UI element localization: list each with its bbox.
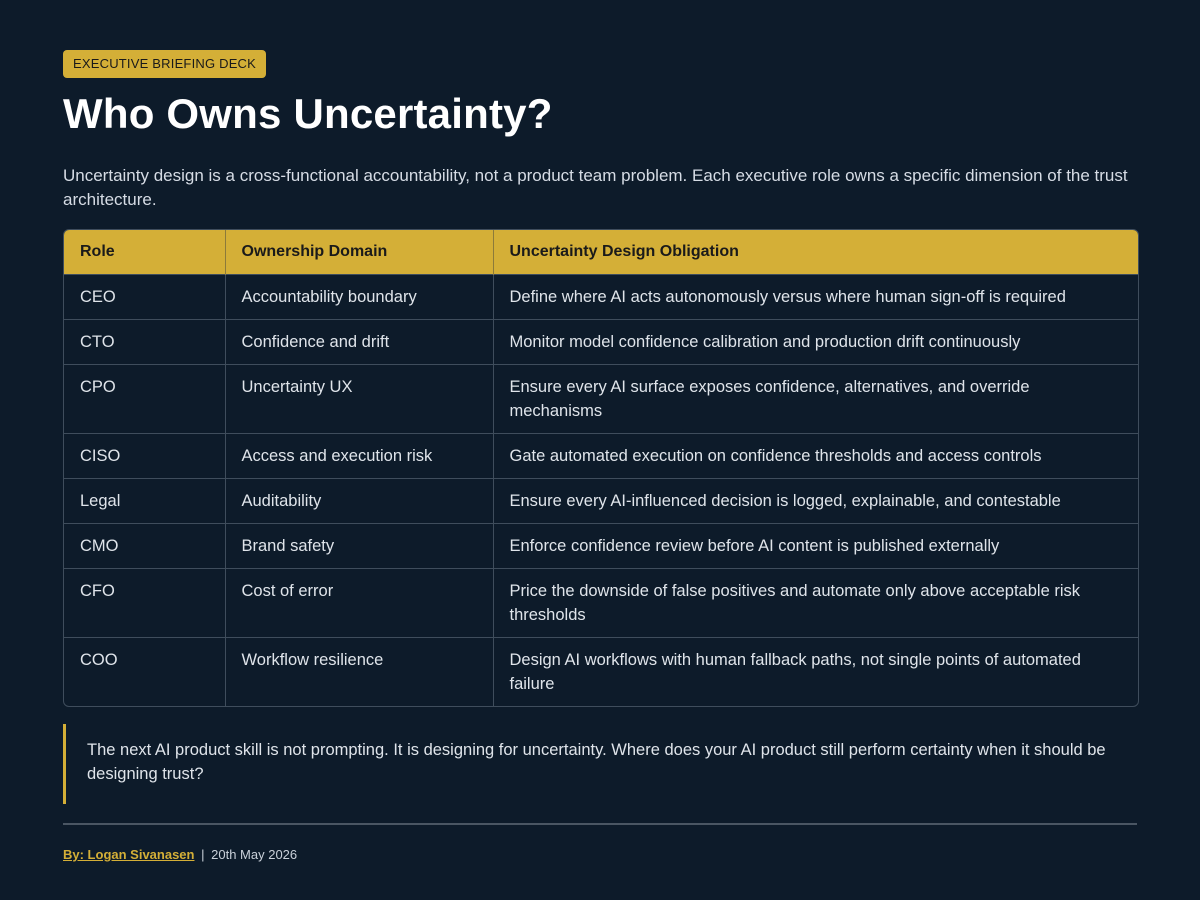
cell-domain: Uncertainty UX <box>225 365 493 434</box>
cell-domain: Accountability boundary <box>225 275 493 320</box>
footer-divider <box>63 823 1137 825</box>
cell-domain: Auditability <box>225 479 493 524</box>
cell-domain: Cost of error <box>225 569 493 638</box>
table-row <box>64 434 1138 479</box>
cell-role: CEO <box>64 275 225 320</box>
cell-role: CMO <box>64 524 225 569</box>
closing-callout: The next AI product skill is not prompting. It is designing for uncertainty. Where does your AI product still perform certainty when it should be designing trust? <box>63 724 1157 804</box>
page-subtitle: Uncertainty design is a cross-functional accountability, not a product team problem. Each executive role owns a specific dimension of the trust architecture. <box>63 166 1128 209</box>
cell-role: Legal <box>64 479 225 524</box>
cell-domain: Confidence and drift <box>225 320 493 365</box>
cell-obligation: Ensure every AI-influenced decision is logged, explainable, and contestable <box>493 479 1138 524</box>
cell-role: CISO <box>64 434 225 479</box>
author-link[interactable]: By: Logan Sivanasen <box>63 847 195 862</box>
page-title: Who Owns Uncertainty? <box>63 90 553 137</box>
header-obligation: Uncertainty Design Obligation <box>493 230 1138 275</box>
ownership-table <box>63 229 1139 707</box>
footer-separator: | <box>201 847 205 862</box>
table-row <box>64 479 1138 524</box>
cell-domain: Brand safety <box>225 524 493 569</box>
cell-obligation: Gate automated execution on confidence thresholds and access controls <box>493 434 1138 479</box>
header-role: Role <box>64 230 225 275</box>
cell-role: CTO <box>64 320 225 365</box>
publish-date: 20th May 2026 <box>211 847 298 862</box>
cell-domain: Access and execution risk <box>225 434 493 479</box>
table-row <box>64 365 1138 434</box>
cell-obligation: Design AI workflows with human fallback paths, not single points of automated failure <box>493 638 1138 707</box>
header-ownership-domain: Ownership Domain <box>225 230 493 275</box>
table-row <box>64 275 1138 320</box>
table-row <box>64 524 1138 569</box>
table-row <box>64 320 1138 365</box>
cell-obligation: Price the downside of false positives and automate only above acceptable risk thresholds <box>493 569 1138 638</box>
cell-obligation: Ensure every AI surface exposes confidence, alternatives, and override mechanisms <box>493 365 1138 434</box>
footer <box>63 846 1137 864</box>
table-row <box>64 638 1138 707</box>
cell-domain: Workflow resilience <box>225 638 493 707</box>
cell-obligation: Monitor model confidence calibration and production drift continuously <box>493 320 1138 365</box>
table-header-row <box>64 230 1138 275</box>
cell-role: CPO <box>64 365 225 434</box>
section-tag: EXECUTIVE BRIEFING DECK <box>63 50 266 78</box>
cell-role: CFO <box>64 569 225 638</box>
cell-obligation: Define where AI acts autonomously versus where human sign-off is required <box>493 275 1138 320</box>
cell-obligation: Enforce confidence review before AI content is published externally <box>493 524 1138 569</box>
table-row <box>64 569 1138 638</box>
cell-role: COO <box>64 638 225 707</box>
